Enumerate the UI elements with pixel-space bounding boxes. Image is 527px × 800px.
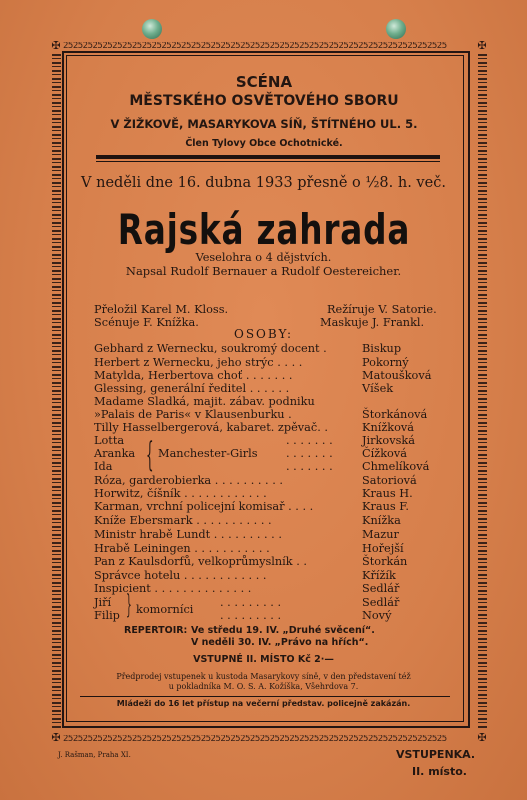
group-label: Manchester-Girls bbox=[158, 447, 258, 460]
ticket-label: VSTUPENKA. bbox=[396, 748, 476, 761]
cast-role: »Palais de Paris« v Klausenburku . bbox=[94, 408, 292, 421]
corner-ornament-icon: ✠ bbox=[477, 731, 487, 744]
presale-line: u pokladníka M. O. S. A. Kožíška, Všehrdova 7. bbox=[168, 682, 359, 691]
border-bottom: 252525252525252525252525252525252525252525252525252525252525252525252525252525 bbox=[63, 735, 447, 744]
cast-role: Tilly Hasselbergerová, kabaret. zpěvač. . bbox=[94, 421, 329, 434]
credit-makeup: Maskuje J. Frankl. bbox=[320, 316, 425, 329]
cast-role: Aranka bbox=[94, 447, 136, 460]
cast-heading: OSOBY: bbox=[234, 327, 293, 341]
border-top: 252525252525252525252525252525252525252525252525252525252525252525252525252525 bbox=[63, 42, 447, 51]
header-sbor: MĚSTSKÉHO OSVĚTOVÉHO SBORU bbox=[129, 93, 399, 109]
cast-role: Róza, garderobierka . . . . . . . . . . bbox=[94, 474, 284, 487]
ticket-seat: II. místo. bbox=[412, 765, 467, 778]
cast-actor: Sedlář bbox=[362, 596, 400, 609]
cast-actor: Kraus H. bbox=[362, 487, 413, 500]
cast-role: Jiří bbox=[94, 596, 112, 609]
corner-ornament-icon: ✠ bbox=[477, 39, 487, 52]
cast-actor: Čížková bbox=[362, 447, 407, 460]
brace-icon: { bbox=[146, 435, 154, 475]
cast-role: Horwitz, číšník . . . . . . . . . . . . bbox=[94, 487, 267, 500]
cast-actor: Křížík bbox=[362, 569, 396, 582]
credit-director: Režíruje V. Satorie. bbox=[327, 303, 437, 316]
cast-actor: Hořejší bbox=[362, 542, 404, 555]
cast-actor: Nový bbox=[362, 609, 392, 622]
cast-dots: . . . . . . . bbox=[286, 447, 333, 460]
servant-label: komorníci bbox=[136, 603, 194, 616]
play-authors: Napsal Rudolf Bernauer a Rudolf Oestereicher. bbox=[125, 264, 402, 278]
admission-price: VSTUPNÉ II. MÍSTO Kč 2·— bbox=[193, 654, 334, 665]
youth-notice: Mládeži do 16 let přístup na večerní představ. policejně zakázán. bbox=[116, 699, 411, 708]
cast-dots: . . . . . . . bbox=[286, 434, 333, 447]
cast-actor: Knížková bbox=[362, 421, 415, 434]
cast-role: Gebhard z Wernecku, soukromý docent . bbox=[94, 342, 327, 355]
credit-translator: Přeložil Karel M. Kloss. bbox=[94, 303, 229, 316]
cast-dots: . . . . . . . bbox=[286, 460, 333, 473]
border-right bbox=[478, 54, 487, 730]
brace-icon: } bbox=[126, 590, 132, 620]
repertoire-label: REPERTOIR: bbox=[124, 625, 188, 636]
cast-role: Karman, vrchní policejní komisař . . . . bbox=[94, 500, 314, 513]
cast-role: Herbert z Wernecku, jeho strýc . . . . bbox=[94, 356, 303, 369]
cast-role: Ministr hrabě Lundt . . . . . . . . . . bbox=[94, 528, 282, 541]
cast-actor: Štorkán bbox=[362, 555, 408, 568]
cast-role: Hrabě Leiningen . . . . . . . . . . . bbox=[94, 542, 270, 555]
cast-role: Matylda, Herbertova choť . . . . . . . bbox=[94, 369, 293, 382]
cast-role: Správce hotelu . . . . . . . . . . . . bbox=[94, 569, 267, 582]
cast-dots: . . . . . . . . . bbox=[220, 596, 282, 609]
cast-actor: Satoriová bbox=[362, 474, 417, 487]
cast-actor: Jirkovská bbox=[362, 434, 415, 447]
cast-actor: Pokorný bbox=[362, 356, 409, 369]
divider bbox=[96, 155, 440, 159]
divider bbox=[96, 161, 440, 162]
cast-actor: Víšek bbox=[362, 382, 394, 395]
cast-actor: Knížka bbox=[362, 514, 401, 527]
cast-actor: Chmelíková bbox=[362, 460, 430, 473]
header-scena: SCÉNA bbox=[235, 73, 293, 91]
border-left bbox=[52, 54, 61, 730]
cast-dots: . . . . . . . . . bbox=[220, 609, 282, 622]
pushpin-icon bbox=[142, 19, 162, 39]
printer-imprint: J. Rašman, Praha XI. bbox=[58, 751, 131, 759]
cast-role: Lotta bbox=[94, 434, 125, 447]
divider bbox=[80, 696, 450, 697]
corner-ornament-icon: ✠ bbox=[51, 731, 61, 744]
corner-ornament-icon: ✠ bbox=[51, 39, 61, 52]
cast-actor: Matoušková bbox=[362, 369, 432, 382]
cast-actor: Mazur bbox=[362, 528, 399, 541]
cast-actor: Štorkánová bbox=[362, 408, 428, 421]
repertoire-item: Ve středu 19. IV. „Druhé svěcení“. bbox=[191, 625, 375, 636]
date-line: V neděli dne 16. dubna 1933 přesně o ½8. h. več. bbox=[81, 175, 446, 191]
header-member: Člen Tylovy Obce Ochotnické. bbox=[185, 138, 343, 149]
play-subtitle: Veselohra o 4 dějstvích. bbox=[195, 251, 332, 264]
cast-actor: Kraus F. bbox=[362, 500, 409, 513]
cast-role: Inspicient . . . . . . . . . . . . . . bbox=[94, 582, 252, 595]
cast-actor: Sedlář bbox=[362, 582, 400, 595]
header-address: V ŽIŽKOVĚ, MASARYKOVA SÍŇ, ŠTÍTNÉHO UL. 5. bbox=[110, 117, 418, 131]
cast-role: Kníže Ebersmark . . . . . . . . . . . bbox=[94, 514, 272, 527]
cast-role: Filip bbox=[94, 609, 120, 622]
cast-role: Glessing, generální ředitel . . . . . . bbox=[94, 382, 290, 395]
cast-role: Pan z Kaulsdorfů, velkoprůmyslník . . bbox=[94, 555, 308, 568]
pushpin-icon bbox=[386, 19, 406, 39]
cast-role: Madame Sladká, majit. zábav. podniku bbox=[94, 395, 315, 408]
presale-line: Předprodej vstupenek u kustoda Masarykovy síně, v den představení též bbox=[116, 672, 411, 681]
cast-role: Ida bbox=[94, 460, 113, 473]
cast-actor: Biskup bbox=[362, 342, 402, 355]
play-title: Rajská zahrada bbox=[117, 205, 411, 254]
credit-scenery: Scénuje F. Knížka. bbox=[94, 316, 199, 329]
repertoire-item: V neděli 30. IV. „Právo na hřích“. bbox=[191, 637, 369, 648]
